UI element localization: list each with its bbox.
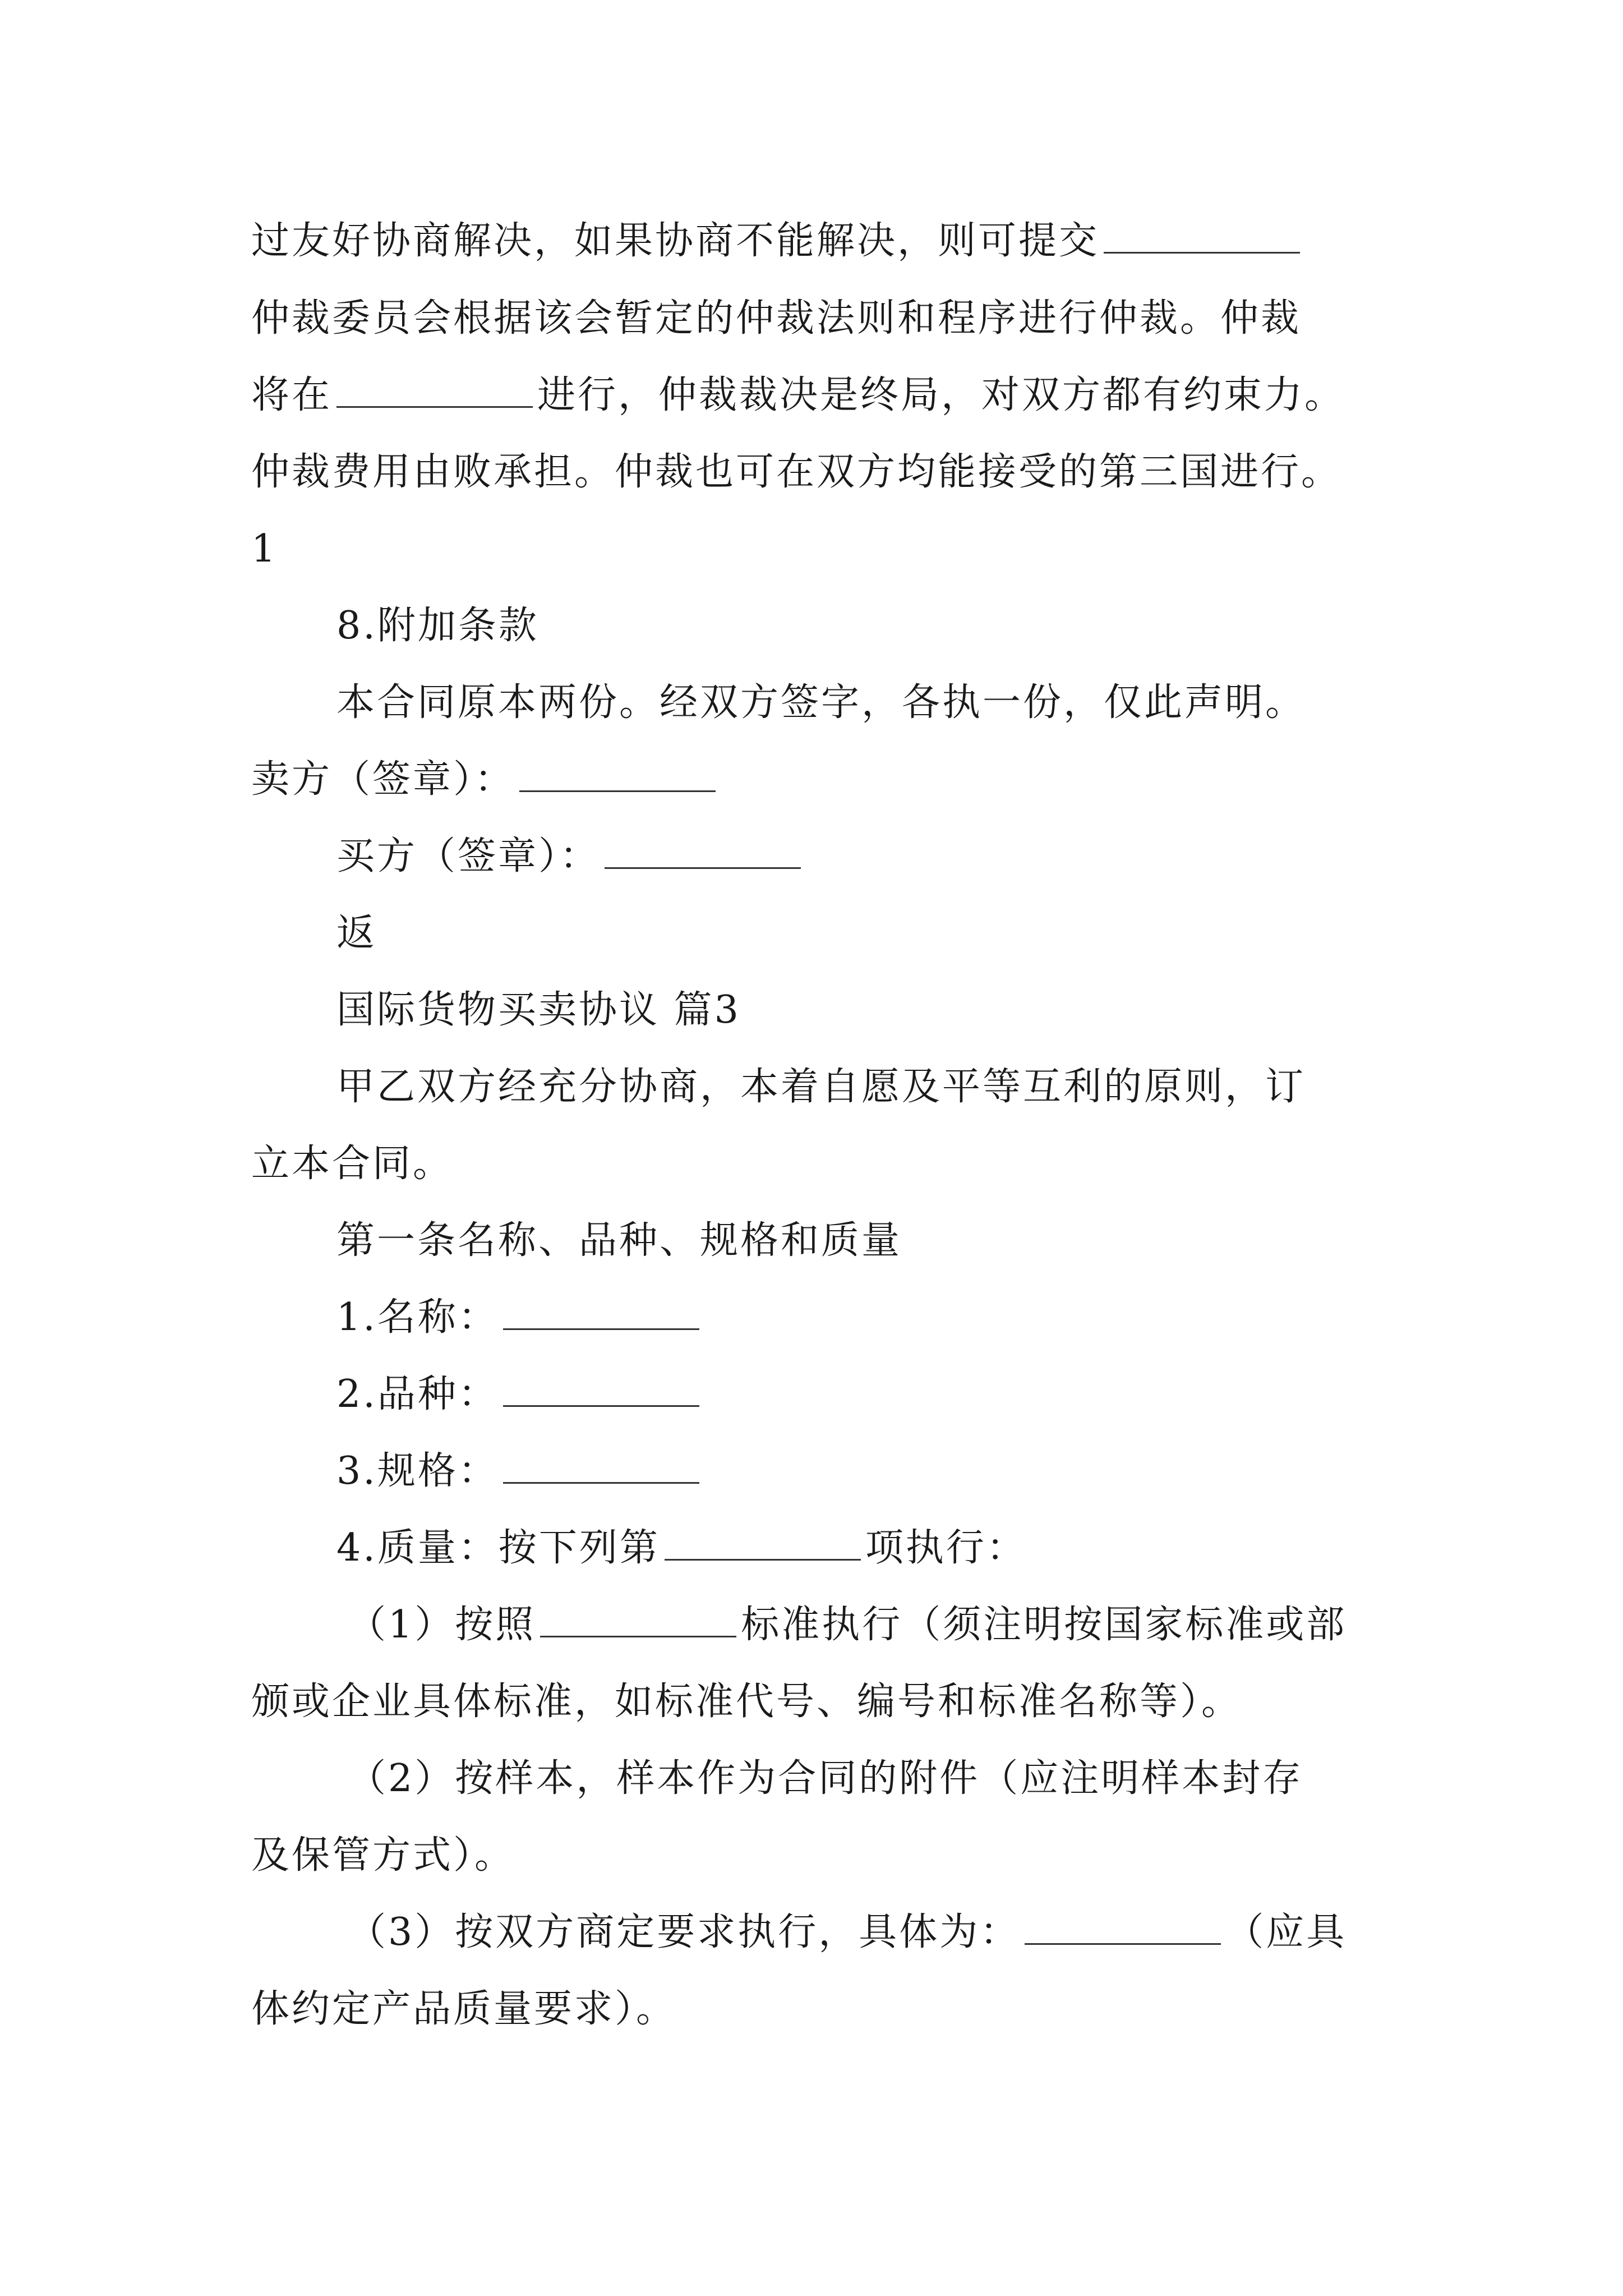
quality-option-2 — [348, 1751, 1303, 1807]
fill-in-blank — [503, 1372, 699, 1407]
text-span: 卖方（签章）： — [251, 757, 515, 802]
fill-in-blank — [605, 834, 801, 869]
text-span: 4.质量：按下列第 — [336, 1526, 660, 1570]
fill-in-blank — [503, 1295, 699, 1330]
text-span: 体约定产品质量要求）。 — [251, 1987, 677, 2031]
article-title — [336, 982, 741, 1038]
section-heading — [336, 598, 539, 654]
text-line-20 — [251, 1674, 1242, 1730]
quality-option-1 — [348, 1597, 1347, 1653]
spec-field-line — [336, 1443, 704, 1499]
text-line-4 — [251, 444, 1341, 500]
text-span: 进行，仲裁裁决是终局，对双方都有约束力。 — [537, 373, 1345, 417]
fill-in-blank — [1025, 1910, 1221, 1945]
text-span: （1）按照 — [348, 1603, 536, 1647]
text-span: （应具 — [1225, 1910, 1347, 1954]
text-line-24 — [251, 1981, 676, 2037]
text-span: 项执行： — [865, 1526, 1027, 1570]
text-span: 2.品种： — [336, 1372, 499, 1416]
text-span: 第一条名称、品种、规格和质量 — [336, 1218, 902, 1263]
text-span: 过友好协商解决，如果协商不能解决，则可提交 — [251, 219, 1100, 263]
text-span: （3）按双方商定要求执行，具体为： — [348, 1910, 1021, 1954]
text-line-7 — [336, 675, 1306, 731]
return-text — [336, 905, 377, 961]
fill-in-blank — [665, 1525, 861, 1561]
buyer-signature-line — [336, 829, 805, 885]
fill-in-blank — [503, 1448, 699, 1484]
text-span: 甲乙双方经充分协商，本着自愿及平等互利的原则，订 — [336, 1065, 1306, 1109]
text-span: 仲裁费用由败承担。仲裁也可在双方均能接受的第三国进行。 — [251, 450, 1342, 494]
text-span: 3.规格： — [336, 1449, 499, 1493]
text-line-3 — [251, 367, 1345, 424]
fill-in-blank — [519, 757, 716, 792]
text-span: 1 — [251, 527, 278, 571]
quality-option-3 — [348, 1904, 1347, 1961]
text-line-12 — [336, 1059, 1306, 1115]
fill-in-blank — [540, 1602, 736, 1637]
text-span: 立本合同。 — [251, 1142, 454, 1186]
name-field-line — [336, 1290, 704, 1346]
text-span: 颁或企业具体标准，如标准代号、编号和标准名称等）。 — [251, 1680, 1242, 1724]
text-span: 将在 — [251, 373, 333, 417]
text-span: 买方（签章）： — [336, 834, 601, 878]
clause-heading — [336, 1213, 902, 1269]
fill-in-blank — [1104, 218, 1300, 254]
quality-field-line — [336, 1520, 1027, 1576]
text-span: 仲裁委员会根据该会暂定的仲裁法则和程序进行仲裁。仲裁 — [251, 296, 1302, 341]
text-span: 国际货物买卖协议 篇3 — [336, 988, 741, 1032]
text-span: 8.附加条款 — [336, 604, 539, 648]
variety-field-line — [336, 1366, 704, 1423]
fill-in-blank — [336, 372, 533, 408]
text-line-5 — [251, 521, 278, 577]
text-line-13 — [251, 1136, 453, 1192]
text-span: 及保管方式）。 — [251, 1833, 515, 1878]
text-span: 标准执行（须注明按国家标准或部 — [741, 1603, 1347, 1647]
text-span: （2）按样本，样本作为合同的附件（应注明样本封存 — [348, 1756, 1303, 1801]
text-span: 返 — [336, 911, 377, 955]
text-line-1 — [251, 213, 1300, 269]
text-span: 本合同原本两份。经双方签字，各执一份，仅此声明。 — [336, 680, 1306, 725]
text-line-22 — [251, 1828, 515, 1884]
text-span: 1.名称： — [336, 1295, 499, 1340]
text-line-2 — [251, 291, 1301, 347]
seller-signature-line — [251, 752, 720, 808]
